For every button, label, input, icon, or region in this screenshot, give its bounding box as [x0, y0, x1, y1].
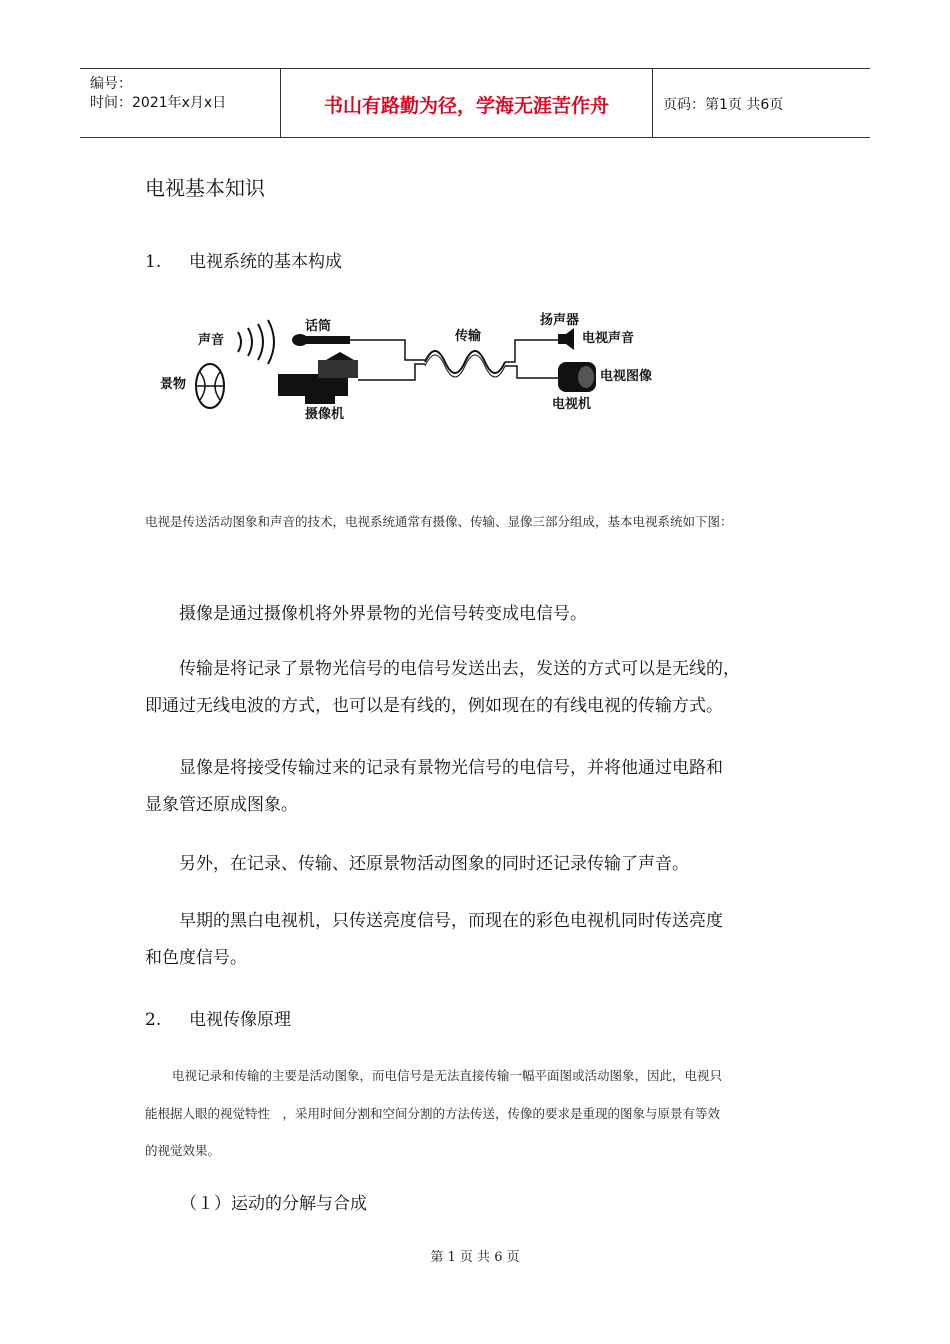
section-2-text-line: 的视觉效果。	[145, 1143, 221, 1158]
tv-wire	[505, 366, 558, 378]
camera-viewfinder	[326, 352, 354, 360]
tv-set-label: 电视机	[552, 397, 592, 412]
header-info-cell	[80, 69, 281, 137]
paragraph-line: 即通过无线电波的方式，也可以是有线的，例如现在的有线电视的传输方式。	[145, 696, 723, 716]
motto: 书山有路勤为径，学海无涯苦作舟	[323, 95, 609, 117]
speaker-icon	[558, 328, 574, 350]
scene-icon-detail	[196, 372, 224, 400]
paragraph-2	[145, 651, 740, 725]
tv-system-diagram	[140, 300, 680, 440]
sound-wave	[238, 332, 241, 352]
section-2-title: 电视传像原理	[189, 1010, 291, 1030]
camera-base	[305, 396, 335, 404]
speaker-wire	[505, 340, 558, 362]
tv-sound-label: 电视声音	[582, 331, 635, 346]
section-1-number: 1.	[145, 252, 162, 272]
paragraph-line: 和色度信号。	[145, 948, 247, 968]
header-motto-cell	[281, 69, 653, 137]
subsection-heading: （１）运动的分解与合成	[180, 1194, 367, 1214]
camera-label: 摄像机	[305, 407, 345, 422]
microphone-body	[300, 336, 350, 344]
sound-wave	[258, 324, 263, 360]
page-info: 页码：第1页 共6页	[663, 97, 784, 113]
camera-wire	[358, 364, 425, 380]
page-footer: 第 1 页 共 6 页	[430, 1250, 520, 1265]
sound-label: 声音	[198, 333, 225, 348]
paragraph-1	[145, 596, 587, 633]
section-1-heading	[145, 247, 342, 272]
section-2-text-line: 能根据人眼的视觉特性 ，采用时间分割和空间分割的方法传送，传像的要求是重现的图象与原景有等效	[145, 1106, 721, 1121]
paragraph-5	[145, 903, 723, 977]
sound-wave	[248, 328, 252, 356]
sound-wave	[268, 320, 274, 364]
section-2-text-line: 电视记录和传输的主要是活动图象，而电信号是无法直接传输一幅平面图或活动图象，因此，电视只	[172, 1068, 723, 1083]
microphone-label: 话筒	[305, 319, 332, 334]
section-2-number: 2.	[145, 1010, 162, 1030]
section-1-title: 电视系统的基本构成	[189, 252, 342, 272]
scene-label: 景物	[160, 377, 187, 392]
time-label: 时间：2021年x月x日	[90, 95, 227, 111]
paragraph-line: 传输是将记录了景物光信号的电信号发送出去，发送的方式可以是无线的，	[179, 659, 740, 679]
document-title: 电视基本知识	[145, 176, 265, 200]
transmission-wave-2	[425, 355, 505, 377]
paragraph-4	[145, 846, 689, 883]
mic-wire	[350, 340, 425, 360]
section-2-heading	[145, 1005, 291, 1030]
tv-image-label: 电视图像	[600, 369, 653, 384]
number-label: 编号：	[90, 76, 132, 92]
speaker-label: 扬声器	[540, 313, 580, 328]
paragraph-line: 显象管还原成图象。	[145, 795, 298, 815]
paragraph-line: 早期的黑白电视机，只传送亮度信号，而现在的彩色电视机同时传送亮度	[179, 911, 723, 931]
paragraph-3	[145, 750, 723, 824]
transmission-wave	[425, 351, 505, 373]
transmission-label: 传输	[455, 329, 482, 344]
paragraph-line: 显像是将接受传输过来的记录有景物光信号的电信号，并将他通过电路和	[179, 758, 723, 778]
header-page-cell	[653, 69, 870, 137]
header-table	[80, 68, 870, 138]
intro-text: 电视是传送活动图象和声音的技术，电视系统通常有摄像、传输、显像三部分组成，基本电视系统如下图：	[145, 514, 733, 529]
tv-screen	[578, 366, 594, 388]
paragraph-line: 另外，在记录、传输、还原景物活动图象的同时还记录传输了声音。	[179, 854, 689, 874]
paragraph-line: 摄像是通过摄像机将外界景物的光信号转变成电信号。	[179, 604, 587, 624]
camera-top	[318, 360, 358, 378]
